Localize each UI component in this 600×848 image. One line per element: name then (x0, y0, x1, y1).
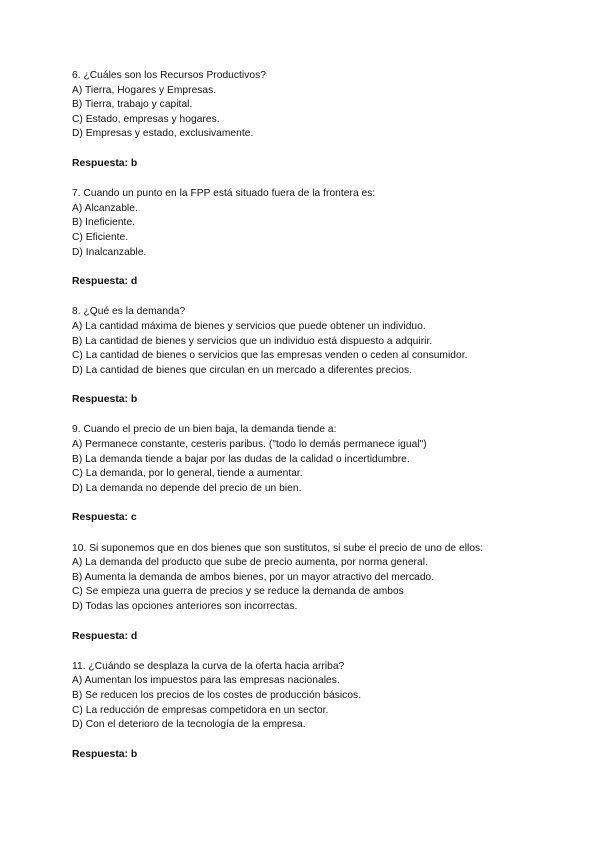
answer-label: Respuesta: c (72, 512, 137, 524)
question-prompt: 6. ¿Cuáles son los Recursos Productivos? (72, 70, 266, 81)
answer-label: Respuesta: b (72, 157, 138, 169)
question-8 (72, 305, 582, 408)
option-b: B) Tierra, trabajo y capital. (72, 99, 193, 111)
answer-label: Respuesta: d (72, 630, 138, 642)
option-d: D) Con el deterioro de la tecnología de la empresa. (72, 719, 306, 731)
option-c: C) La reducción de empresas competidora en un sector. (72, 704, 329, 716)
question-prompt: 7. Cuando un punto en la FPP está situado fuera de la frontera es: (72, 188, 376, 200)
option-d: D) Inalcanzable. (72, 246, 147, 258)
question-prompt: 8. ¿Qué es la demanda? (72, 306, 186, 318)
option-a: A) Tierra, Hogares y Empresas. (72, 84, 217, 96)
option-d: D) La demanda no depende del precio de un bien. (72, 482, 302, 494)
question-7 (72, 187, 582, 290)
question-prompt: 11. ¿Cuándo se desplaza la curva de la oferta hacia arriba? (72, 660, 345, 672)
option-b: B) La cantidad de bienes y servicios que un individuo está dispuesto a adquirir. (72, 335, 433, 347)
option-c: C) La cantidad de bienes o servicios que las empresas venden o ceden al consumidor. (72, 350, 468, 362)
option-a: A) Alcanzable. (72, 202, 138, 214)
option-d: D) Empresas y estado, exclusivamente. (72, 128, 254, 140)
option-a: A) Permanece constante, cesteris paribus. ("todo lo demás permanece igual") (72, 439, 427, 451)
option-a: A) Aumentan los impuestos para las empresas nacionales. (72, 675, 340, 687)
document-page (72, 69, 582, 778)
option-c: C) Estado, empresas y hogares. (72, 113, 220, 125)
question-10 (72, 542, 582, 645)
option-b: B) Aumenta la demanda de ambos bienes, por un mayor atractivo del mercado. (72, 571, 435, 583)
option-b: B) La demanda tiende a bajar por las dudas de la calidad o incertidumbre. (72, 453, 410, 465)
answer-label: Respuesta: b (72, 394, 138, 406)
option-a: A) La cantidad máxima de bienes y servicios que puede obtener un individuo. (72, 320, 426, 332)
option-a: A) La demanda del producto que sube de precio aumenta, por norma general. (72, 557, 428, 569)
question-prompt: 10. Si suponemos que en dos bienes que son sustitutos, si sube el precio de uno de ellos: (72, 542, 484, 554)
question-6 (72, 69, 582, 172)
question-prompt: 9. Cuando el precio de un bien baja, la demanda tiende a: (72, 424, 337, 436)
option-c: C) Se empieza una guerra de precios y se reduce la demanda de ambos (72, 586, 404, 598)
option-d: D) Todas las opciones anteriores son incorrectas. (72, 601, 298, 612)
answer-label: Respuesta: d (72, 276, 138, 288)
option-b: B) Ineficiente. (72, 217, 136, 229)
option-c: C) La demanda, por lo general, tiende a aumentar. (72, 468, 303, 480)
option-d: D) La cantidad de bienes que circulan en un mercado a diferentes precios. (72, 364, 413, 376)
answer-label: Respuesta: b (72, 748, 138, 760)
question-9 (72, 423, 582, 526)
question-11 (72, 660, 582, 763)
option-b: B) Se reducen los precios de los costes de producción básicos. (72, 689, 362, 701)
option-c: C) Eficiente. (72, 231, 129, 243)
